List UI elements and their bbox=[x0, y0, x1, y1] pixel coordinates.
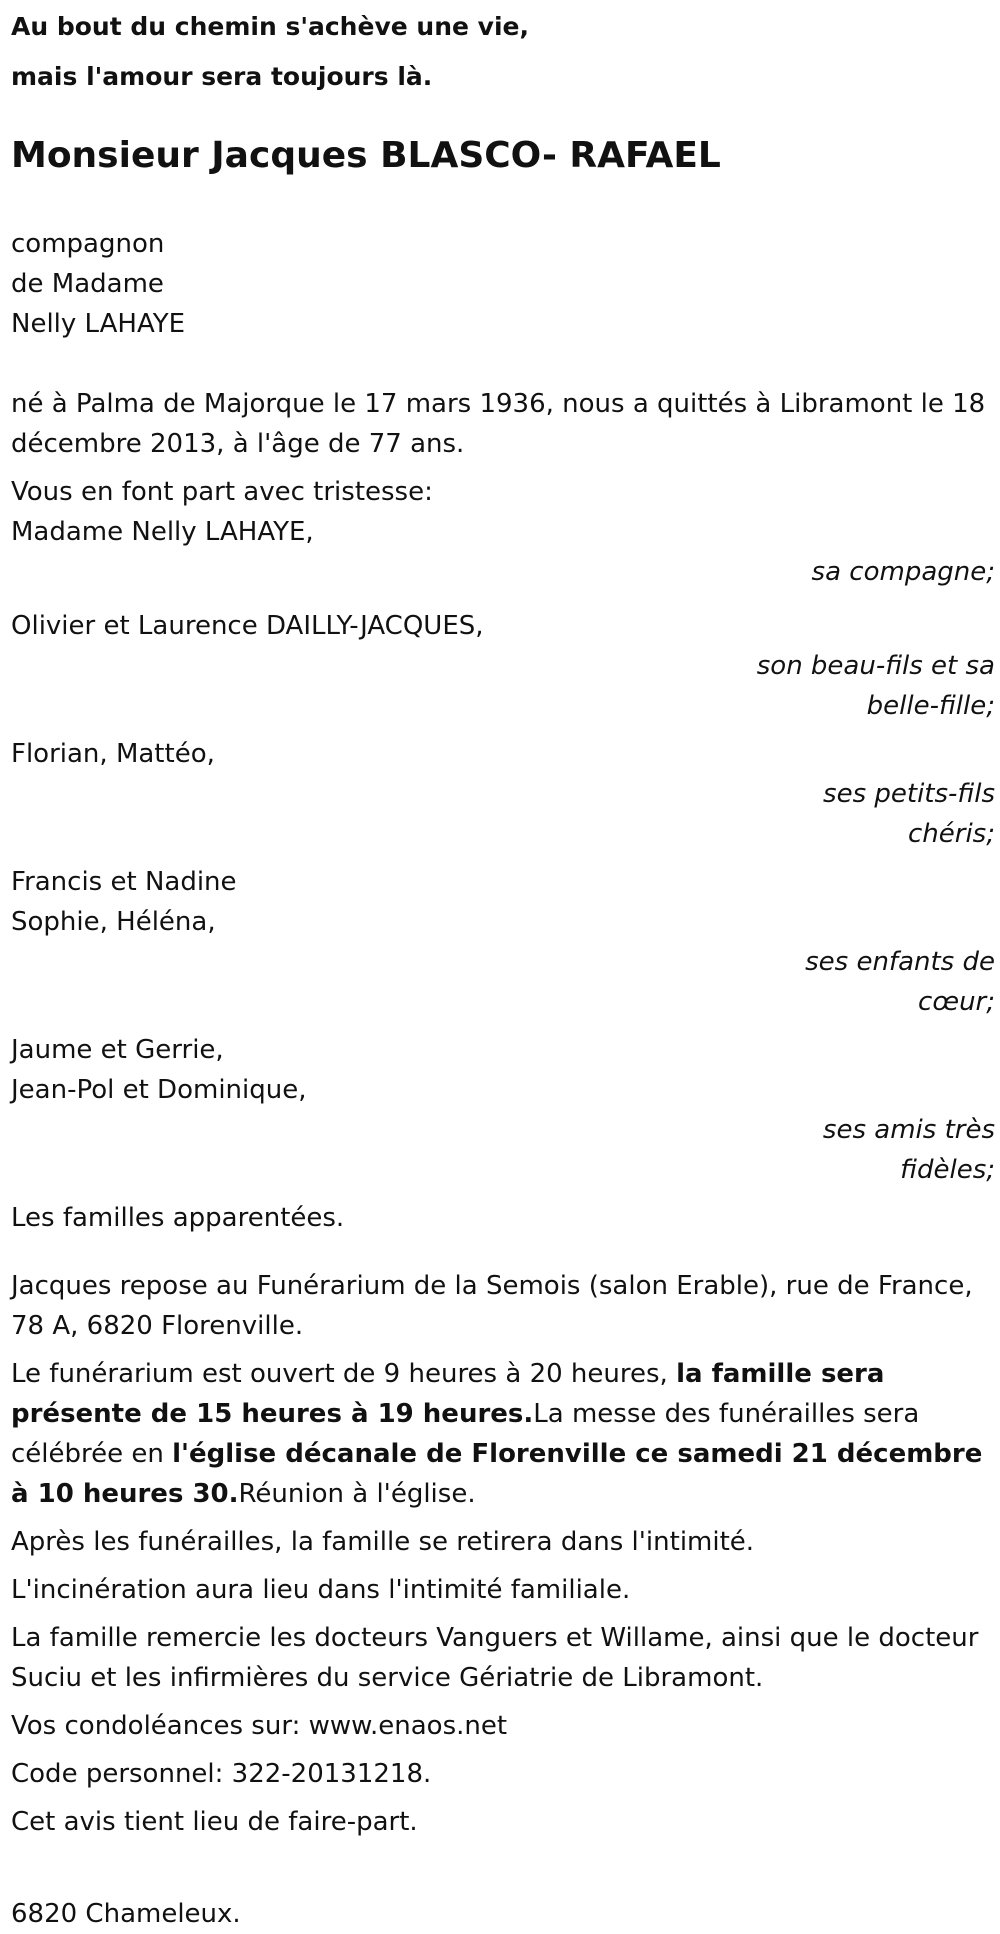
companion-line-2: de Madame bbox=[11, 269, 164, 299]
mourner-names: Jaume et Gerrie, bbox=[11, 1035, 224, 1065]
hours-part-1: Le funérarium est ouvert de 9 heures à 20 heures, bbox=[11, 1359, 677, 1389]
deceased-name: Monsieur Jacques BLASCO- RAFAEL bbox=[11, 135, 721, 176]
city-text: 6820 Chameleux. bbox=[11, 1899, 241, 1929]
mourner-group-4 bbox=[11, 862, 995, 1022]
birth-death-text: né à Palma de Majorque le 17 mars 1936, nous a quittés à Libramont le 18 décembre 2013, à l'âge de 77 ans. bbox=[11, 389, 986, 459]
mourner-relation: ses petits-fils bbox=[823, 779, 995, 809]
mourner-relation: belle-fille; bbox=[866, 691, 995, 721]
thanks-text: La famille remercie les docteurs Vanguers et Willame, ainsi que le docteur Suciu et les infirmières du service Gériatrie de Libramont. bbox=[11, 1623, 979, 1693]
companion-line-3: Nelly LAHAYE bbox=[11, 309, 186, 339]
personal-code-text: Code personnel: 322-20131218. bbox=[11, 1759, 432, 1789]
epigraph-line-1: Au bout du chemin s'achève une vie, bbox=[11, 12, 529, 41]
hours-bold-2: l'église décanale de Florenville ce samedi 21 décembre à 10 heures 30. bbox=[11, 1439, 983, 1509]
cremation-text: L'incinération aura lieu dans l'intimité familiale. bbox=[11, 1575, 631, 1605]
hours-bold-1: la famille sera présente de 15 heures à 19 heures. bbox=[11, 1359, 885, 1429]
companion-block bbox=[11, 224, 995, 344]
mourner-relation: cœur; bbox=[918, 987, 995, 1017]
mourner-names: Florian, Mattéo, bbox=[11, 739, 215, 769]
mourner-group-2 bbox=[11, 606, 995, 726]
epigraph bbox=[11, 2, 995, 102]
announce-intro: Vous en font part avec tristesse: bbox=[11, 477, 433, 507]
obituary-content bbox=[11, 2, 995, 1934]
hours-text bbox=[11, 1354, 995, 1514]
mourner-relation: son beau-fils et sa bbox=[756, 651, 995, 681]
mourner-names: Jean-Pol et Dominique, bbox=[11, 1075, 307, 1105]
hours-part-3: Réunion à l'église. bbox=[238, 1479, 476, 1509]
companion-line-1: compagnon bbox=[11, 229, 165, 259]
after-funeral-text: Après les funérailles, la famille se retirera dans l'intimité. bbox=[11, 1527, 755, 1557]
mourner-group-1 bbox=[11, 512, 995, 592]
mourner-group-5 bbox=[11, 1030, 995, 1190]
notice-text: Cet avis tient lieu de faire-part. bbox=[11, 1807, 418, 1837]
mourner-relation: sa compagne; bbox=[811, 557, 995, 587]
mourner-names: Francis et Nadine bbox=[11, 867, 237, 897]
mourner-relation: chéris; bbox=[908, 819, 995, 849]
epigraph-line-2: mais l'amour sera toujours là. bbox=[11, 62, 433, 91]
condolences-text: Vos condoléances sur: www.enaos.net bbox=[11, 1711, 508, 1741]
mourner-relation: ses amis très bbox=[822, 1115, 995, 1145]
hours-part-2: La messe des funérailles sera célébrée en bbox=[11, 1399, 920, 1469]
mourner-group-3 bbox=[11, 734, 995, 854]
mourner-names: Olivier et Laurence DAILLY-JACQUES, bbox=[11, 611, 484, 641]
families-text: Les familles apparentées. bbox=[11, 1203, 345, 1233]
mourner-names: Sophie, Héléna, bbox=[11, 907, 216, 937]
mourner-names: Madame Nelly LAHAYE, bbox=[11, 517, 314, 547]
rest-place-text: Jacques repose au Funérarium de la Semois (salon Erable), rue de France, 78 A, 6820 Florenville. bbox=[11, 1271, 973, 1341]
mourner-relation: ses enfants de bbox=[805, 947, 995, 977]
obituary-page bbox=[0, 2, 1000, 1929]
mourner-relation: fidèles; bbox=[900, 1155, 995, 1185]
